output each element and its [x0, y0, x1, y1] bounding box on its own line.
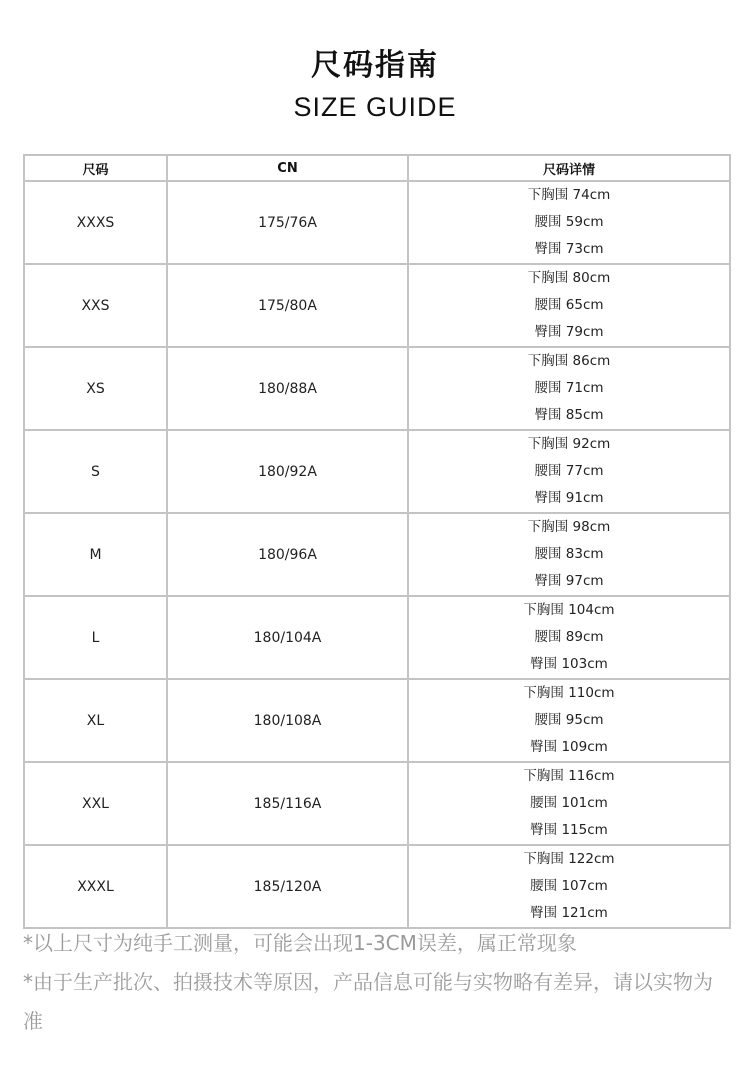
detail-line: 臀围 103cm: [530, 656, 608, 672]
size-cell: XS: [24, 347, 167, 430]
cn-cell: 185/116A: [167, 762, 408, 845]
detail-line: 臀围 121cm: [530, 905, 608, 921]
table-body: [24, 181, 730, 928]
note-disclaimer: *由于生产批次、拍摄技术等原因，产品信息可能与实物略有差异，请以实物为准: [23, 970, 713, 1033]
details-cell: [408, 679, 730, 762]
table-row: [24, 347, 730, 430]
size-cell: XXXS: [24, 181, 167, 264]
cn-cell: 180/108A: [167, 679, 408, 762]
cn-cell: 180/92A: [167, 430, 408, 513]
size-cell: L: [24, 596, 167, 679]
size-cell: M: [24, 513, 167, 596]
detail-line: 臀围 109cm: [530, 739, 608, 755]
detail-line: 下胸围 104cm: [523, 602, 615, 618]
details-cell: [408, 596, 730, 679]
details-cell: [408, 181, 730, 264]
detail-line: 下胸围 122cm: [523, 851, 615, 867]
table-row: [24, 845, 730, 928]
detail-line: 腰围 95cm: [534, 712, 604, 728]
size-table: [23, 154, 731, 929]
table-header-row: [24, 155, 730, 181]
size-cell: S: [24, 430, 167, 513]
size-cell: XXXL: [24, 845, 167, 928]
detail-line: 臀围 79cm: [534, 324, 604, 340]
table-row: [24, 596, 730, 679]
cn-cell: 185/120A: [167, 845, 408, 928]
detail-line: 臀围 115cm: [530, 822, 608, 838]
page-subtitle: SIZE GUIDE: [293, 92, 457, 122]
detail-line: 下胸围 80cm: [527, 270, 611, 286]
detail-line: 腰围 71cm: [534, 380, 604, 396]
detail-line: 腰围 101cm: [530, 795, 608, 811]
column-header-cn: CN: [167, 155, 408, 181]
cn-cell: 175/80A: [167, 264, 408, 347]
detail-line: 下胸围 86cm: [527, 353, 611, 369]
detail-line: 下胸围 92cm: [527, 436, 611, 452]
page-title: 尺码指南: [311, 48, 439, 83]
details-cell: [408, 264, 730, 347]
detail-line: 腰围 89cm: [534, 629, 604, 645]
table-row: [24, 679, 730, 762]
detail-line: 下胸围 110cm: [523, 685, 615, 701]
table-row: [24, 430, 730, 513]
detail-line: 下胸围 74cm: [527, 187, 611, 203]
size-cell: XXS: [24, 264, 167, 347]
size-cell: XXL: [24, 762, 167, 845]
table-row: [24, 513, 730, 596]
detail-line: 腰围 107cm: [530, 878, 608, 894]
cn-cell: 180/88A: [167, 347, 408, 430]
detail-line: 腰围 65cm: [534, 297, 604, 313]
details-cell: [408, 513, 730, 596]
cn-cell: 180/104A: [167, 596, 408, 679]
detail-line: 下胸围 116cm: [523, 768, 615, 784]
detail-line: 腰围 77cm: [534, 463, 604, 479]
detail-line: 腰围 59cm: [534, 214, 604, 230]
table-row: [24, 264, 730, 347]
details-cell: [408, 430, 730, 513]
table-row: [24, 762, 730, 845]
detail-line: 臀围 91cm: [534, 490, 604, 506]
note-measurement: *以上尺寸为纯手工测量，可能会出现1-3CM误差，属正常现象: [23, 931, 577, 955]
size-cell: XL: [24, 679, 167, 762]
notes: [23, 924, 723, 1041]
cn-cell: 175/76A: [167, 181, 408, 264]
column-header-size: 尺码: [24, 155, 167, 181]
detail-line: 下胸围 98cm: [527, 519, 611, 535]
details-cell: [408, 762, 730, 845]
detail-line: 腰围 83cm: [534, 546, 604, 562]
detail-line: 臀围 73cm: [534, 241, 604, 257]
cn-cell: 180/96A: [167, 513, 408, 596]
table-row: [24, 181, 730, 264]
detail-line: 臀围 85cm: [534, 407, 604, 423]
details-cell: [408, 347, 730, 430]
detail-line: 臀围 97cm: [534, 573, 604, 589]
details-cell: [408, 845, 730, 928]
column-header-details: 尺码详情: [408, 155, 730, 181]
